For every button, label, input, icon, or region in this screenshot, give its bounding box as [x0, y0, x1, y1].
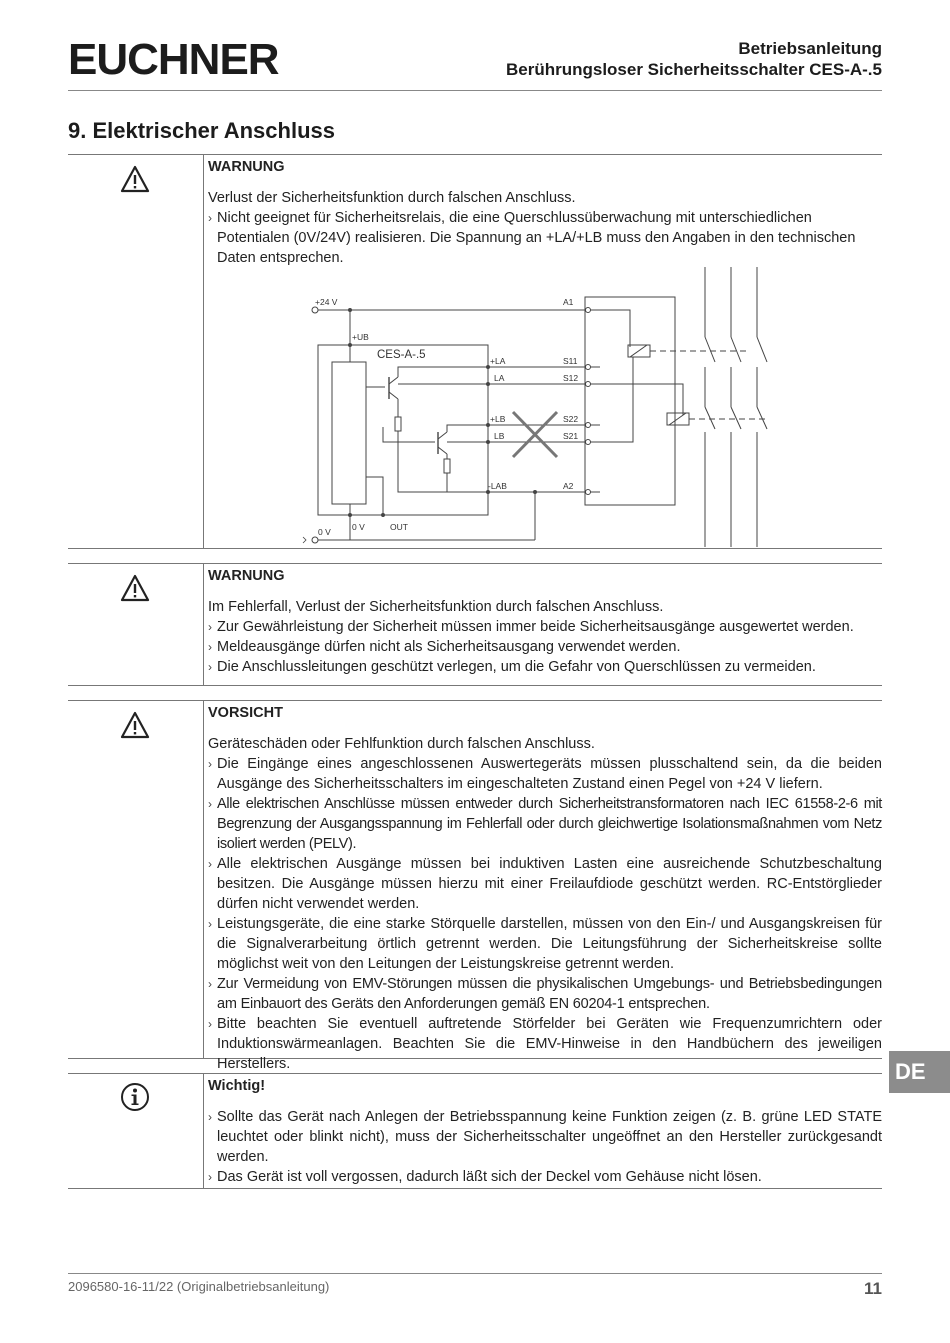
list-item: › Alle elektrischen Anschlüsse müssen entweder durch Sicherheitstransformatoren nach IEC 61558-2-6 mit Begrenzung der Ausgangsspannung im Fehlerfall oder durch gleichwertige Isolationsmaßnahmen vom Netz isoliert werden (PELV).	[208, 794, 882, 854]
transistor-b-emitter	[438, 447, 447, 454]
warning-triangle-icon	[120, 574, 150, 602]
label-s12: S12	[563, 373, 579, 383]
info-icon	[120, 1082, 150, 1112]
icon-column	[68, 701, 204, 1058]
icon-column	[68, 155, 204, 548]
label-a1: A1	[563, 297, 574, 307]
terminal-0v	[312, 537, 318, 543]
language-tab: DE	[889, 1051, 950, 1093]
bullet-list	[208, 1107, 882, 1187]
warning-box-2	[68, 563, 882, 686]
warning-heading: WARNUNG	[208, 159, 285, 175]
label-lab: -LAB	[488, 481, 507, 491]
doc-title-line1: Betriebsanleitung	[738, 39, 882, 58]
label-device: CES-A-.5	[377, 349, 426, 361]
relay-coil-1-mark	[630, 345, 647, 357]
icon-column	[68, 1074, 204, 1188]
warning-triangle-icon	[120, 165, 150, 193]
list-item: › Sollte das Gerät nach Anlegen der Betriebsspannung keine Funktion zeigen (z. B. grüne LED STATE leuchtet oder blinkt nicht), muss der Sicherheitsschalter ungeöffnet an den Hersteller zurückgesandt werden.	[208, 1107, 882, 1167]
relay-terminals	[586, 308, 591, 495]
list-item: › Zur Vermeidung von EMV-Störungen müssen die physikalischen Umgebungs- und Betriebsbedingungen am Einbauort des Geräts den Anforderungen gemäß EN 60204-1 entsprechen.	[208, 974, 882, 1014]
list-item: › Leistungsgeräte, die eine starke Störquelle darstellen, müssen von den Ein-/ und Ausgangskreisen für die Signalverarbeitung örtlich getrennt werden. Die Leitungsführung der Sicherheitskreise sollte möglichst weit von den Leitungen der Leistungskreise getrennt werden.	[208, 914, 882, 974]
caution-triangle-icon	[120, 711, 150, 739]
label-24v: +24 V	[315, 297, 338, 307]
icon-column	[68, 564, 204, 685]
resistor-a	[395, 417, 401, 431]
wire-a-gnd	[398, 431, 488, 492]
warning-content-2	[208, 564, 882, 677]
caution-intro: Geräteschäden oder Fehlfunktion durch falschen Anschluss.	[208, 736, 595, 752]
label-0v: 0 V	[318, 527, 331, 537]
footer-rule	[68, 1273, 882, 1274]
warning-intro: Verlust der Sicherheitsfunktion durch falschen Anschluss.	[208, 190, 576, 206]
list-item: › Meldeausgänge dürfen nicht als Sicherheitsausgang verwendet werden.	[208, 637, 882, 657]
wire-ch-b	[383, 427, 435, 442]
label-s21: S21	[563, 431, 579, 441]
bullet-list	[208, 208, 882, 268]
list-item: › Nicht geeignet für Sicherheitsrelais, die eine Querschlussüberwachung mit unterschiedlichen Potentialen (0V/24V) realisieren. Die Spannung an +LA/+LB muss den Angaben in den technischen Daten entsprechen.	[208, 208, 882, 268]
warning-box-1	[68, 154, 882, 549]
section-title: 9. Elektrischer Anschluss	[68, 118, 335, 143]
label-pla: +LA	[490, 356, 506, 366]
caution-content	[208, 701, 882, 1074]
label-ub: +UB	[352, 332, 369, 342]
device-box	[318, 345, 488, 515]
resistor-b	[444, 459, 450, 473]
list-item: › Alle elektrischen Ausgänge müssen bei induktiven Lasten eine ausreichende Schutzbeschaltung besitzen. Die Ausgänge müssen hierzu mit einer Freilaufdiode geschützt werden. RC-Entstörglieder dürfen nicht verwendet werden.	[208, 854, 882, 914]
info-box	[68, 1073, 882, 1189]
wire-out	[366, 477, 383, 517]
warning-intro: Im Fehlerfall, Verlust der Sicherheitsfunktion durch falschen Anschluss.	[208, 599, 664, 615]
junction-dots	[348, 308, 537, 517]
wire-plb-int	[447, 425, 488, 432]
arrow-0v	[303, 537, 306, 543]
sensor-block	[332, 362, 366, 504]
wiring-diagram	[295, 267, 855, 547]
bullet-list	[208, 754, 882, 1074]
label-s22: S22	[563, 414, 579, 424]
warning-heading: WARNUNG	[208, 568, 285, 584]
page-number: 11	[864, 1279, 882, 1298]
caution-box	[68, 700, 882, 1072]
document-title	[506, 38, 882, 80]
footer-reference: 2096580-16-11/22 (Originalbetriebsanleitung)	[68, 1279, 330, 1294]
list-item: › Das Gerät ist voll vergossen, dadurch läßt sich der Deckel vom Gehäuse nicht lösen.	[208, 1167, 882, 1187]
label-s11: S11	[563, 356, 578, 366]
list-item: › Zur Gewährleistung der Sicherheit müssen immer beide Sicherheitsausgänge ausgewertet werden.	[208, 617, 882, 637]
info-heading: Wichtig!	[208, 1078, 266, 1094]
list-item: › Bitte beachten Sie eventuell auftretende Störfelder bei Geräten wie Frequenzumrichtern oder Induktionswärmeanlagen. Beachten Sie die EMV-Hinweise in den Handbüchern des jeweiligen Herstellers.	[208, 1014, 882, 1074]
transistor-a-emitter	[389, 392, 398, 399]
euchner-logo: EUCHNER	[68, 35, 279, 84]
list-item: › Die Eingänge eines angeschlossenen Auswertegeräts müssen plusschaltend sein, da die beiden Ausgänge des Sicherheitsschalters im eingeschalteten Zustand einen Pegel von +24 V liefern.	[208, 754, 882, 794]
list-item: › Die Anschlussleitungen geschützt verlegen, um die Gefahr von Querschlüssen zu vermeiden.	[208, 657, 882, 677]
label-la: LA	[494, 373, 505, 383]
bullet-list	[208, 617, 882, 677]
label-0v-in: 0 V	[352, 522, 365, 532]
caution-heading: VORSICHT	[208, 705, 283, 721]
contact-lanes	[705, 267, 767, 547]
relay-wire-a1	[600, 310, 630, 347]
transistor-a-collector	[389, 377, 398, 384]
doc-title-line2: Berührungsloser Sicherheitsschalter CES-A-.5	[505, 60, 882, 79]
label-lb: LB	[494, 431, 505, 441]
relay-wire-s12	[600, 384, 683, 415]
header-rule	[68, 90, 882, 91]
label-out: OUT	[390, 522, 408, 532]
warning-content-1	[208, 155, 882, 268]
label-plb: +LB	[490, 414, 506, 424]
relay-coil-2-mark	[669, 413, 686, 425]
wire-pla-int	[398, 367, 488, 377]
info-content	[208, 1074, 882, 1187]
relay-wire-s21	[600, 357, 633, 442]
terminal-24v	[312, 307, 318, 313]
label-a2: A2	[563, 481, 574, 491]
transistor-b-collector	[438, 432, 447, 439]
